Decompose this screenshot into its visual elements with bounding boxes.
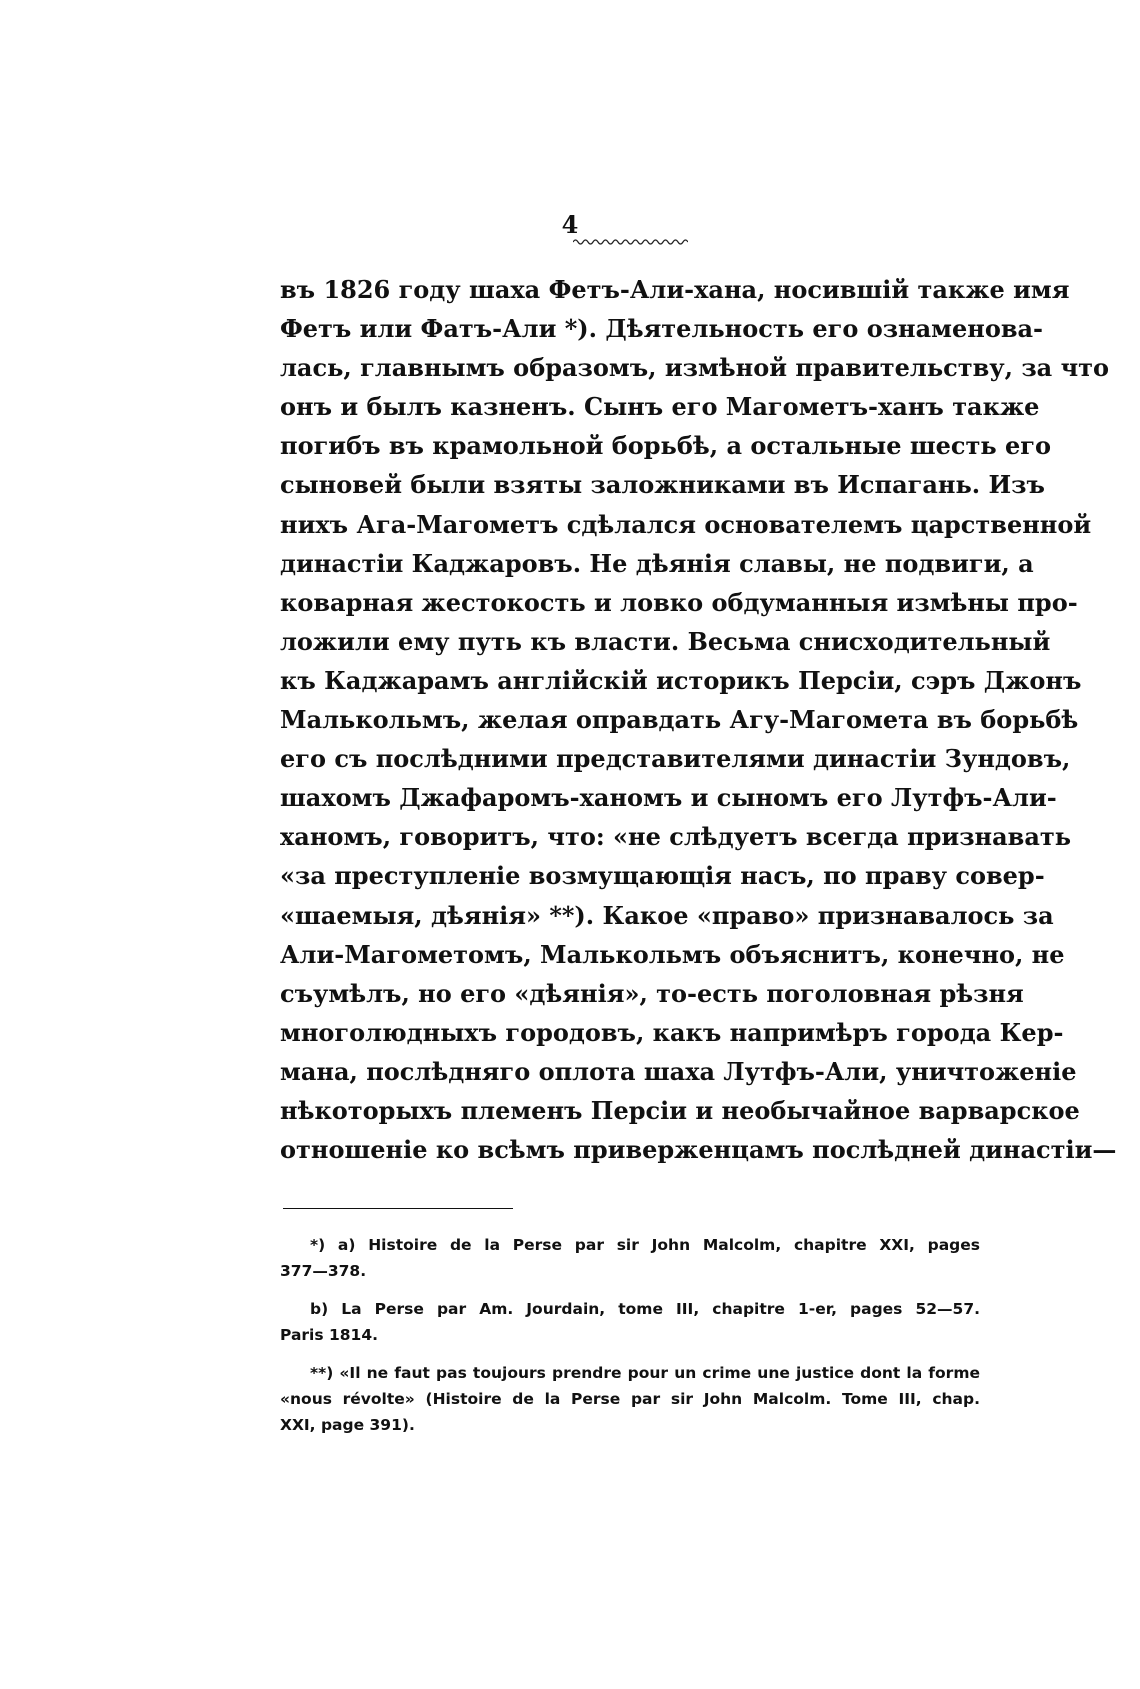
text-line: многолюдныхъ городовъ, какъ напримѣръ города Кер- [280, 1017, 1064, 1047]
text-line: лась, главнымъ образомъ, измѣной правительству, за что [280, 353, 1110, 383]
body-text [280, 270, 1117, 1169]
wavy-ornament [573, 238, 688, 246]
text-line: отношеніе ко всѣмъ приверженцамъ послѣдней династіи— [280, 1135, 1117, 1165]
text-line: онъ и былъ казненъ. Сынъ его Магометъ-ханъ также [280, 392, 1040, 422]
text-line: Али-Магометомъ, Малькольмъ объяснитъ, конечно, не [280, 939, 1065, 969]
text-line: къ Каджарамъ англійскій историкъ Персіи, сэръ Джонъ [280, 665, 1082, 695]
text-line: съумѣлъ, но его «дѣянія», то-есть поголовная рѣзня [280, 978, 1024, 1008]
text-line: мана, послѣдняго оплота шаха Лутфъ-Али, уничтоженіе [280, 1056, 1077, 1086]
footnote [280, 1296, 980, 1348]
footnote-line: b) La Perse par Am. Jourdain, tome III, chapitre 1-er, pages 52—57. [310, 1300, 980, 1318]
footnote-line: Paris 1814. [280, 1326, 379, 1344]
text-line: ханомъ, говоритъ, что: «не слѣдуетъ всегда признавать [280, 822, 1072, 852]
footnote-line: «nous révolte» (Histoire de la Perse par sir John Malcolm. Tome III, chap. [280, 1390, 980, 1408]
text-line: нѣкоторыхъ племенъ Персіи и необычайное варварское [280, 1095, 1080, 1125]
page-number: 4 [561, 210, 579, 239]
footnotes [280, 1232, 980, 1450]
text-line: сыновей были взяты заложниками въ Испагань. Изъ [280, 470, 1045, 500]
text-line: «шаемыя, дѣянія» **). Какое «право» признавалось за [280, 900, 1054, 930]
text-line: погибъ въ крамольной борьбѣ, а остальные шесть его [280, 431, 1052, 461]
text-line: ложили ему путь къ власти. Весьма снисходительный [280, 626, 1051, 656]
text-line: шахомъ Джафаромъ-ханомъ и сыномъ его Лутфъ-Али- [280, 783, 1057, 813]
footnote-line: 377—378. [280, 1262, 367, 1280]
text-line: династіи Каджаровъ. Не дѣянія славы, не подвиги, а [280, 548, 1034, 578]
footnote [280, 1360, 980, 1438]
text-line: Малькольмъ, желая оправдать Агу-Магомета въ борьбѣ [280, 705, 1079, 735]
footnote-divider [283, 1208, 513, 1209]
text-line: нихъ Ага-Магометъ сдѣлался основателемъ царственной [280, 509, 1092, 539]
text-line: коварная жестокость и ловко обдуманныя измѣны про- [280, 587, 1078, 617]
footnote [280, 1232, 980, 1284]
footnote-line: *) a) Histoire de la Perse par sir John Malcolm, chapitre XXI, pages [310, 1236, 980, 1254]
text-line: его съ послѣдними представителями династіи Зундовъ, [280, 744, 1071, 774]
footnote-line: **) «Il ne faut pas toujours prendre pour un crime une justice dont la forme [310, 1364, 980, 1382]
text-line: «за преступленіе возмущающія насъ, по праву совер- [280, 861, 1045, 891]
text-line: въ 1826 году шаха Фетъ-Али-хана, носившій также имя [280, 275, 1070, 304]
footnote-line: XXI, page 391). [280, 1416, 415, 1434]
text-line: Фетъ или Фатъ-Али *). Дѣятельность его ознаменова- [280, 314, 1044, 344]
